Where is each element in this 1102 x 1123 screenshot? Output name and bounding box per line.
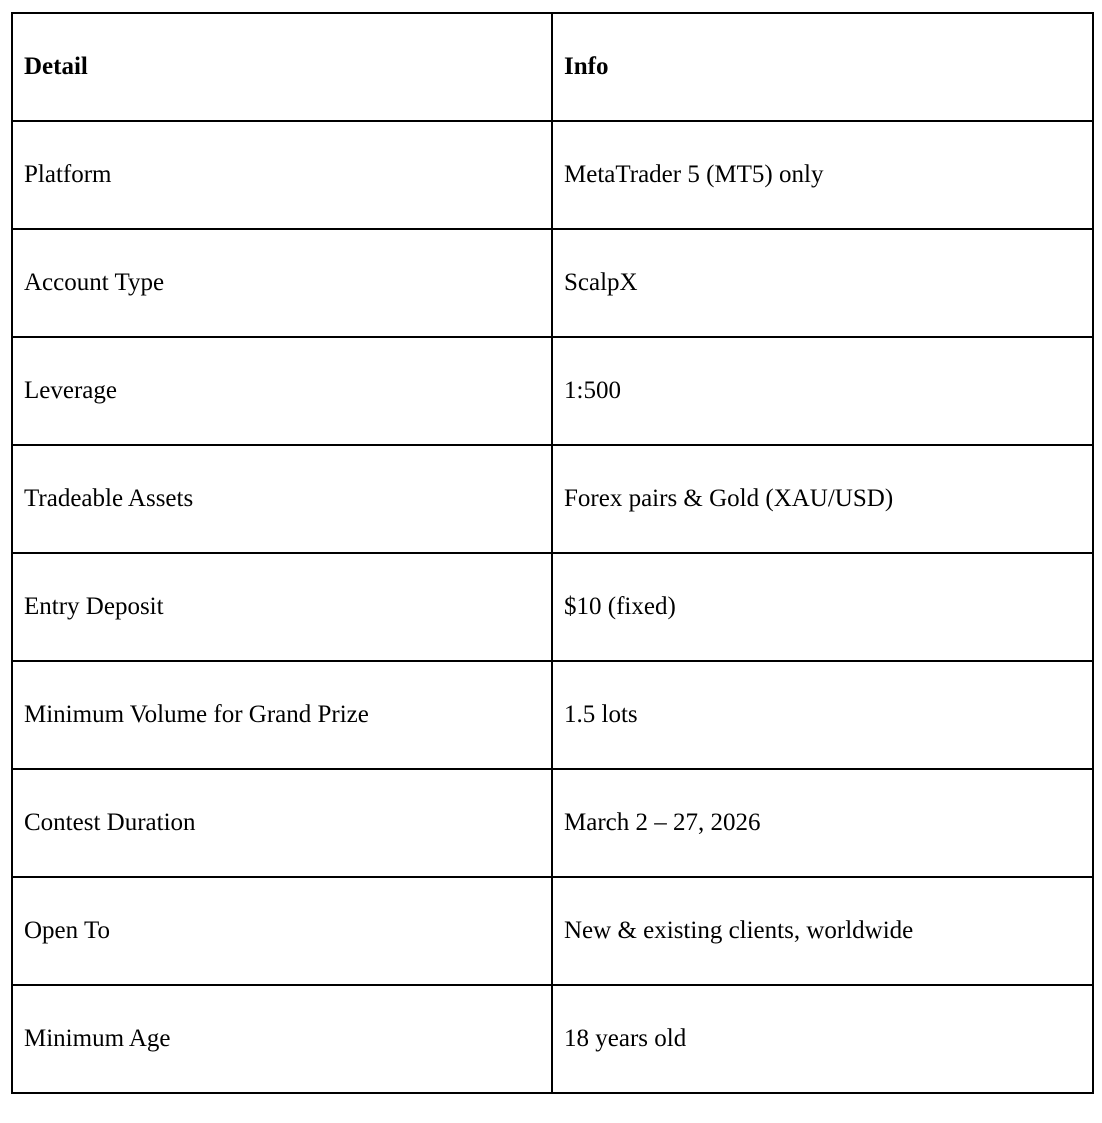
- info-cell: March 2 – 27, 2026: [552, 769, 1093, 877]
- detail-cell: Entry Deposit: [12, 553, 552, 661]
- table-row: [12, 877, 1093, 985]
- detail-cell: Contest Duration: [12, 769, 552, 877]
- info-cell: 1:500: [552, 337, 1093, 445]
- detail-cell: Leverage: [12, 337, 552, 445]
- table-row: [12, 337, 1093, 445]
- table-row: [12, 229, 1093, 337]
- table-row: [12, 661, 1093, 769]
- table-row: [12, 445, 1093, 553]
- table-row: [12, 121, 1093, 229]
- detail-cell: Minimum Volume for Grand Prize: [12, 661, 552, 769]
- column-header-info: Info: [552, 13, 1093, 121]
- table-row: [12, 769, 1093, 877]
- table-row: [12, 553, 1093, 661]
- table-header-row: [12, 13, 1093, 121]
- info-cell: New & existing clients, worldwide: [552, 877, 1093, 985]
- column-header-detail: Detail: [12, 13, 552, 121]
- info-cell: $10 (fixed): [552, 553, 1093, 661]
- info-cell: Forex pairs & Gold (XAU/USD): [552, 445, 1093, 553]
- detail-cell: Tradeable Assets: [12, 445, 552, 553]
- detail-cell: Open To: [12, 877, 552, 985]
- info-cell: 1.5 lots: [552, 661, 1093, 769]
- details-table: [11, 12, 1094, 1094]
- detail-cell: Platform: [12, 121, 552, 229]
- info-cell: ScalpX: [552, 229, 1093, 337]
- info-cell: MetaTrader 5 (MT5) only: [552, 121, 1093, 229]
- detail-cell: Minimum Age: [12, 985, 552, 1093]
- table-row: [12, 985, 1093, 1093]
- detail-cell: Account Type: [12, 229, 552, 337]
- info-cell: 18 years old: [552, 985, 1093, 1093]
